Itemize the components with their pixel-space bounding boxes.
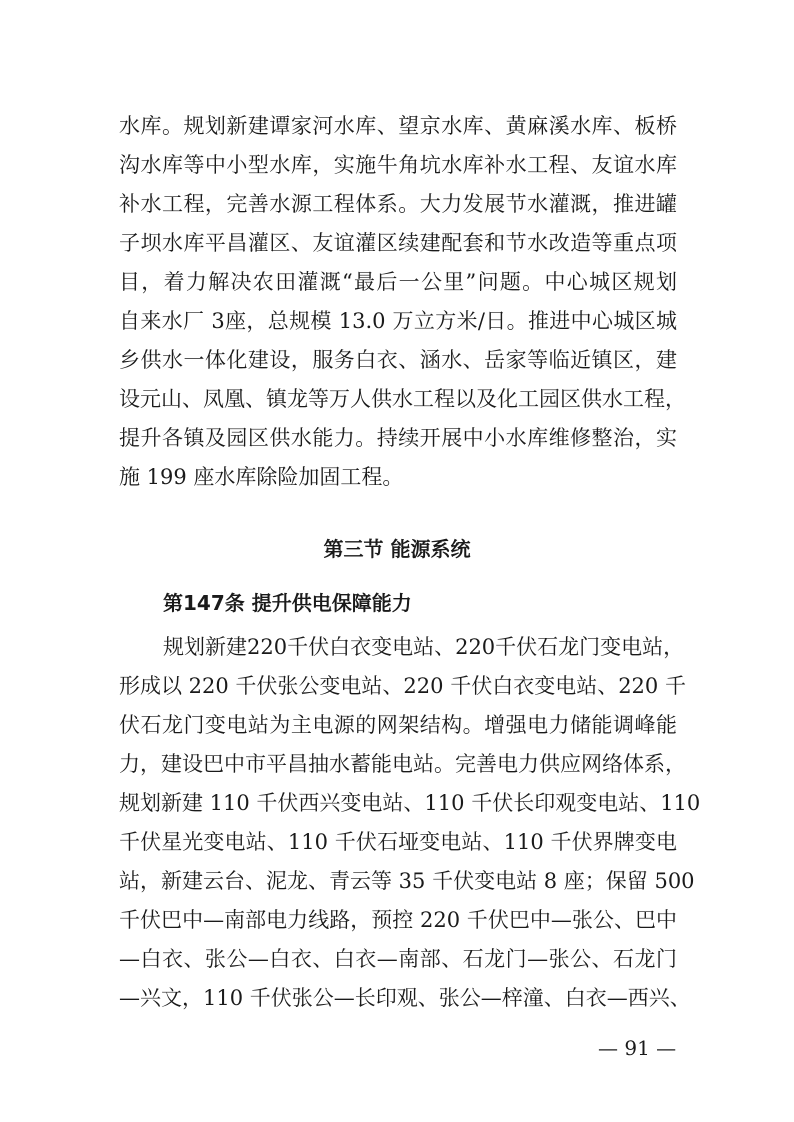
text-line: 水库。规划新建谭家河水库、望京水库、黄麻溪水库、板桥 bbox=[119, 114, 677, 138]
text-line: 施 199 座水库除险加固工程。 bbox=[119, 465, 404, 489]
text-line: 子坝水库平昌灌区、友谊灌区续建配套和节水改造等重点项 bbox=[119, 231, 677, 255]
text-line: 力，建设巴中市平昌抽水蓄能电站。完善电力供应网络体系， bbox=[119, 752, 686, 776]
article-heading: 第147条 提升供电保障能力 bbox=[163, 591, 412, 615]
text-line: 千伏巴中—南部电力线路，预控 220 千伏巴中—张公、巴中 bbox=[119, 908, 677, 932]
text-line: 沟水库等中小型水库，实施牛角坑水库补水工程、友谊水库 bbox=[119, 153, 677, 177]
text-line: 提升各镇及园区供水能力。持续开展中小水库维修整治，实 bbox=[119, 426, 677, 450]
paragraph-power-supply bbox=[119, 628, 701, 1018]
text-line: 伏石龙门变电站为主电源的网架结构。增强电力储能调峰能 bbox=[119, 713, 677, 737]
text-line: 站，新建云台、泥龙、青云等 35 千伏变电站 8 座；保留 500 bbox=[119, 869, 695, 893]
paragraph-water-supply bbox=[119, 107, 686, 497]
text-line: 自来水厂 3座，总规模 13.0 万立方米/日。推进中心城区城 bbox=[119, 309, 677, 333]
text-line: 形成以 220 千伏张公变电站、220 千伏白衣变电站、220 千 bbox=[119, 674, 686, 698]
text-line: —白衣、张公—白衣、白衣—南部、石龙门—张公、石龙门 bbox=[119, 947, 677, 971]
text-line: 设元山、凤凰、镇龙等万人供水工程以及化工园区供水工程， bbox=[119, 387, 686, 411]
page-number: — 91 — bbox=[598, 1036, 677, 1060]
text-line: 规划新建220千伏白衣变电站、220千伏石龙门变电站， bbox=[163, 635, 685, 659]
text-line: —兴文，110 千伏张公—长印观、张公—梓潼、白衣—西兴、 bbox=[119, 986, 691, 1010]
text-line: 补水工程，完善水源工程体系。大力发展节水灌溉，推进罐 bbox=[119, 192, 677, 216]
text-line: 目，着力解决农田灌溉“最后一公里”问题。中心城区规划 bbox=[119, 270, 677, 294]
section-heading: 第三节 能源系统 bbox=[323, 537, 471, 561]
text-line: 千伏星光变电站、110 千伏石垭变电站、110 千伏界牌变电 bbox=[119, 830, 677, 854]
text-line: 乡供水一体化建设，服务白衣、涵水、岳家等临近镇区，建 bbox=[119, 348, 677, 372]
text-line: 规划新建 110 千伏西兴变电站、110 千伏长印观变电站、110 bbox=[119, 791, 701, 815]
